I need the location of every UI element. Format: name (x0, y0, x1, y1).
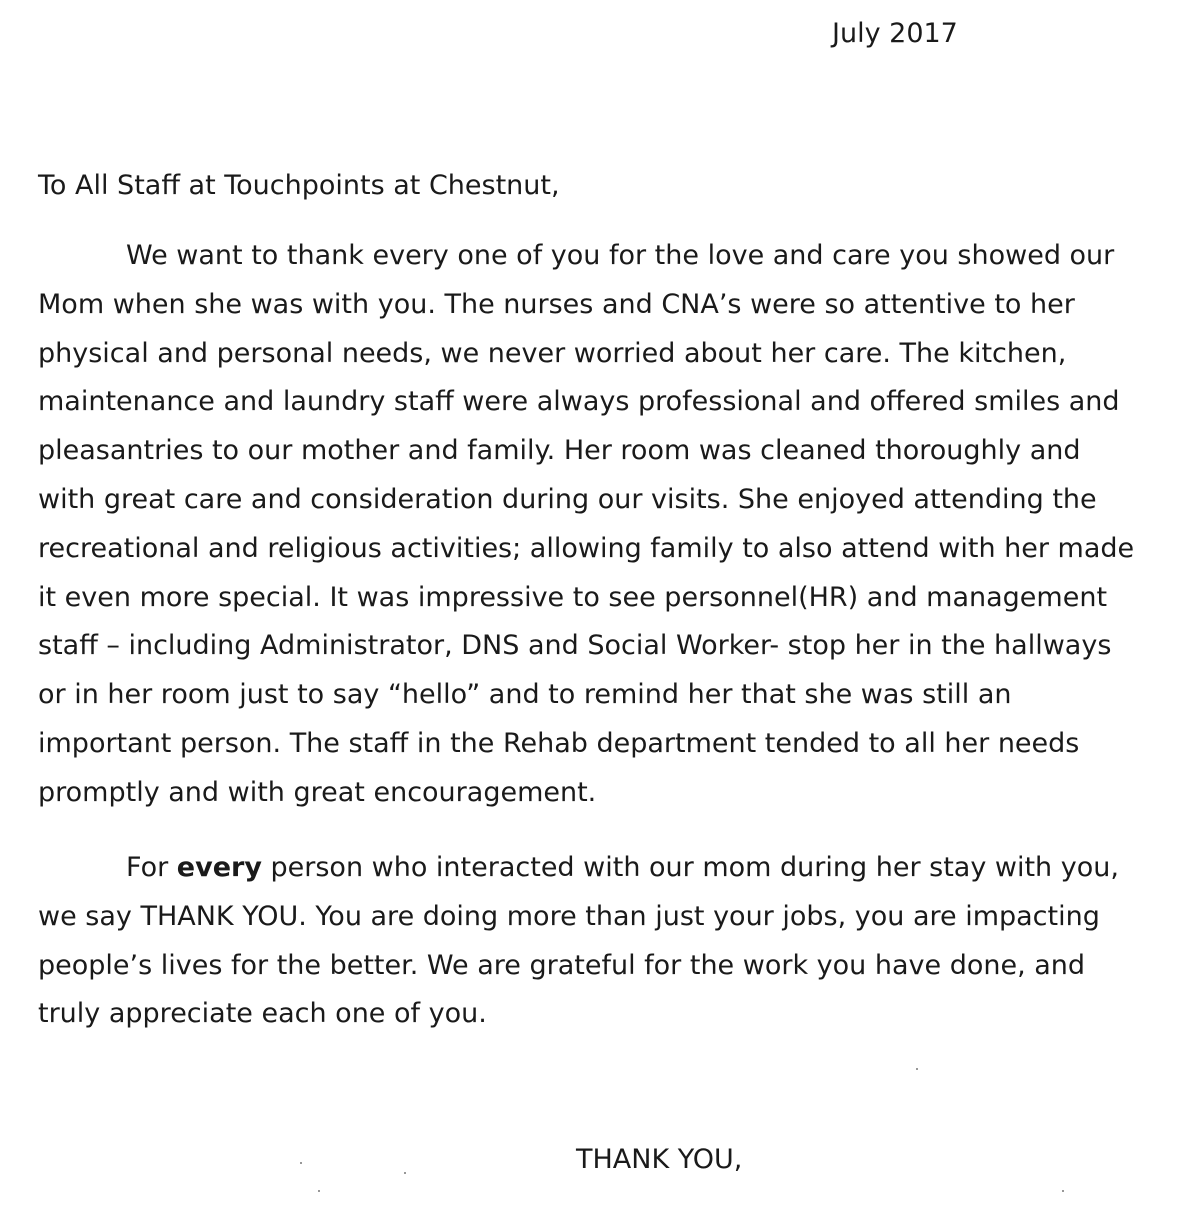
paragraph-line: people’s lives for the better. We are grateful for the work you have done, and (38, 949, 1086, 981)
letter-date: July 2017 (832, 18, 958, 49)
paragraph-line: important person. The staff in the Rehab department tended to all her needs (38, 727, 1080, 759)
line-text: For (126, 852, 177, 883)
paragraph-line: recreational and religious activities; allowing family to also attend with her made (38, 532, 1135, 564)
paragraph-line: We want to thank every one of you for the love and care you showed our (126, 240, 1115, 271)
paragraph-line: truly appreciate each one of you. (38, 998, 487, 1030)
paragraph-line: promptly and with great encouragement. (38, 776, 597, 808)
salutation: To All Staff at Touchpoints at Chestnut, (38, 170, 560, 201)
paragraph-line: with great care and consideration during our visits. She enjoyed attending the (38, 483, 1097, 515)
scan-speck (404, 1172, 406, 1174)
paragraph-line: pleasantries to our mother and family. Her room was cleaned thoroughly and (38, 435, 1081, 467)
scan-speck (300, 1162, 302, 1164)
emphasis-text: every (176, 852, 262, 883)
line-text: person who interacted with our mom during her stay with you, (261, 852, 1119, 883)
body-paragraph-1 (38, 232, 1188, 818)
paragraph-line: it even more special. It was impressive to see personnel(HR) and management (38, 581, 1108, 613)
paragraph-line: maintenance and laundry staff were always professional and offered smiles and (38, 386, 1120, 418)
paragraph-line (38, 844, 1188, 893)
paragraph-line: or in her room just to say “hello” and to remind her that she was still an (38, 679, 1012, 711)
closing: THANK YOU, (576, 1144, 743, 1175)
paragraph-line: physical and personal needs, we never worried about her care. The kitchen, (38, 337, 1067, 369)
paragraph-line: staff – including Administrator, DNS and Social Worker- stop her in the hallways (38, 630, 1112, 662)
scan-speck (1062, 1190, 1064, 1192)
scan-speck (318, 1190, 320, 1192)
body-paragraph-2 (38, 844, 1188, 1039)
paragraph-line: we say THANK YOU. You are doing more than just your jobs, you are impacting (38, 900, 1100, 932)
scan-speck (916, 1068, 918, 1070)
paragraph-line: Mom when she was with you. The nurses and CNA’s were so attentive to her (38, 288, 1075, 320)
